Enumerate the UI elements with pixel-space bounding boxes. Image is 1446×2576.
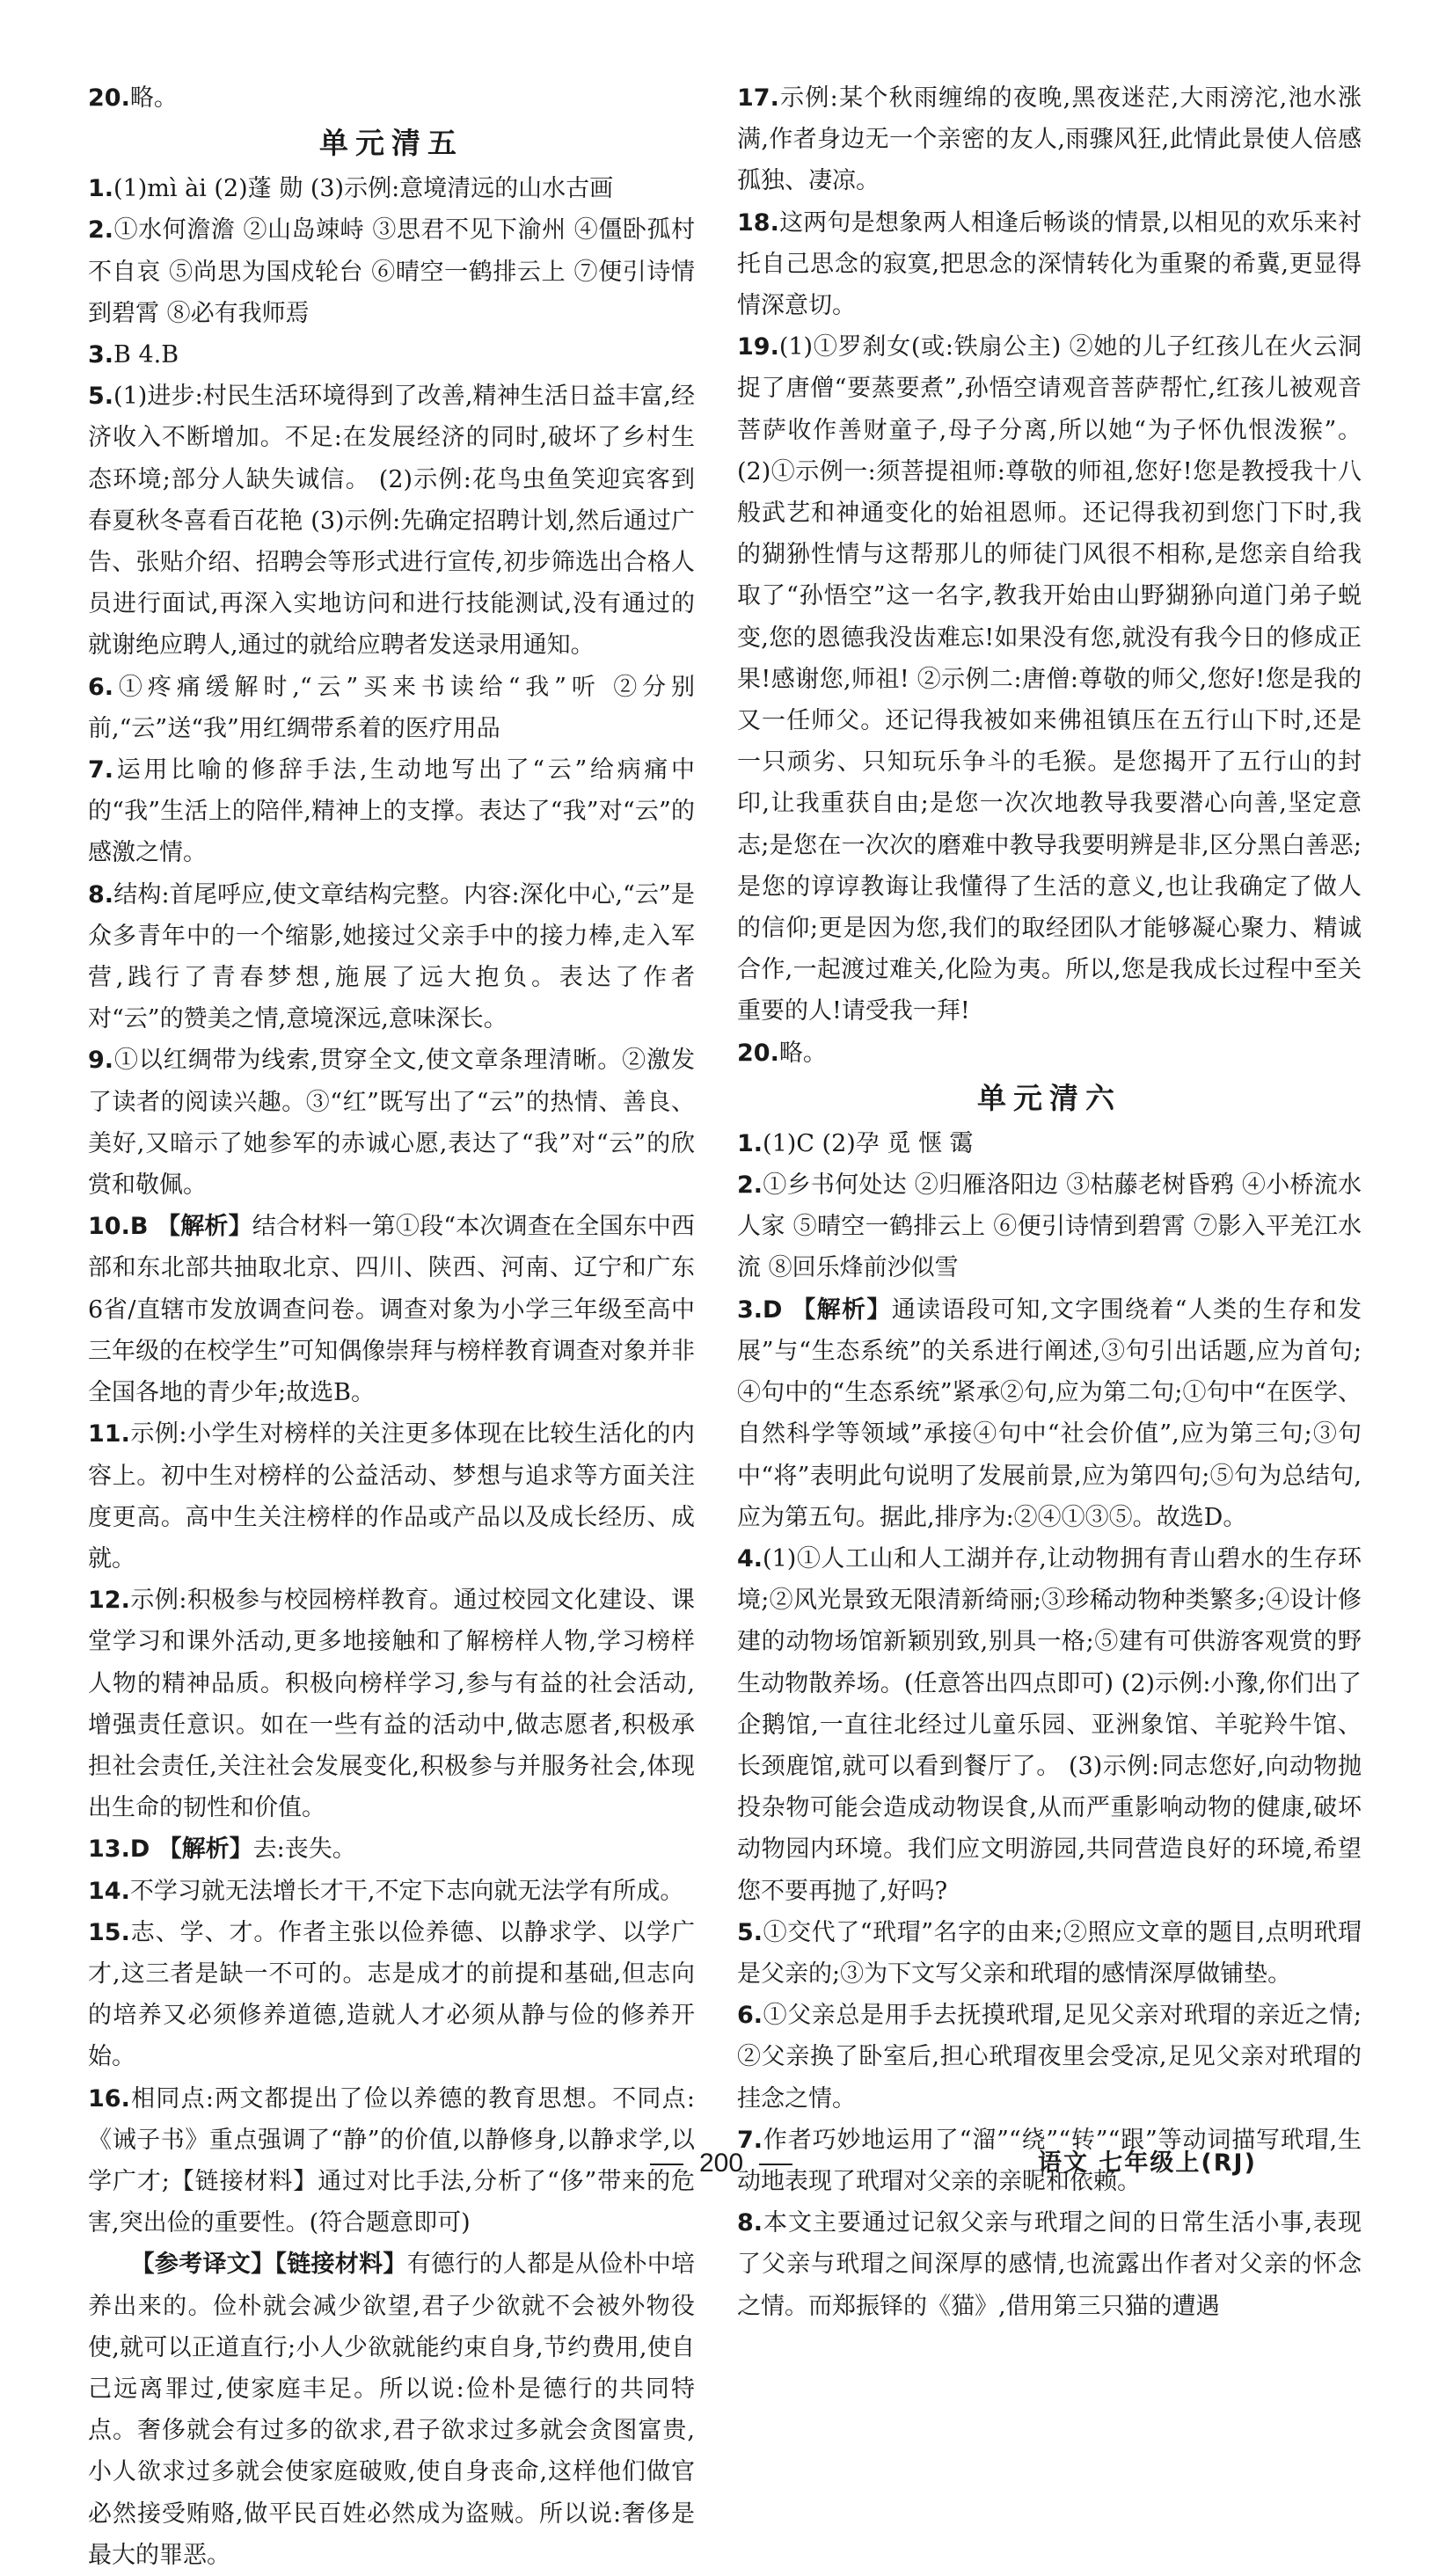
answer-17: 17.示例:某个秋雨缠绵的夜晚,黑夜迷茫,大雨滂沱,池水涨满,作者身边无一个亲密的友人,雨骤风狂,此情此景使人倍感孤独、凄凉。 bbox=[737, 84, 1362, 195]
unit6-answer-2: 2.①乡书何处达 ②归雁洛阳边 ③枯藤老树昏鸦 ④小桥流水人家 ⑤晴空一鹤排云上 ⑥便引诗情到碧霄 ⑦影入平羌江水流 ⑧回乐烽前沙似雪 bbox=[737, 1171, 1362, 1282]
unit6-answer-6: 6.①父亲总是用手去抚摸玳瑁,足见父亲对玳瑁的亲近之情;②父亲换了卧室后,担心玳瑁夜里会受凉,足见父亲对玳瑁的挂念之情。 bbox=[737, 2002, 1362, 2113]
reference-translation: 【参考译文】【链接材料】有德行的人都是从俭朴中培养出来的。俭朴就会减少欲望,君子少欲就不会被外物役使,就可以正道直行;小人少欲就能约束自身,节约费用,使自己远离罪过,使家庭丰足。所以说:俭朴是德行的共同特点。奢侈就会有过多的欲求,君子欲求过多就会贪图富贵,小人欲求过多就会使家庭破败,使自身丧命,这样他们做官必然接受贿赂,做平民百姓必然成为盗贼。所以说:奢侈是最大的罪恶。 bbox=[88, 2251, 696, 2569]
answer-11: 11.示例:小学生对榜样的关注更多体现在比较生活化的内容上。初中生对榜样的公益活动、梦想与追求等方面关注度更高。高中生关注榜样的作品或产品以及成长经历、成就。 bbox=[88, 1420, 695, 1573]
right-column bbox=[737, 77, 1362, 2327]
answer-7: 7.运用比喻的修辞手法,生动地写出了“云”给病痛中的“我”生活上的陪伴,精神上的支撑。表达了“我”对“云”的感激之情。 bbox=[88, 756, 695, 867]
answer-12: 12.示例:积极参与校园榜样教育。通过校园文化建设、课堂学习和课外活动,更多地接触和了解榜样人物,学习榜样人物的精神品质。积极向榜样学习,参与有益的社会活动,增强责任意识。如在一些有益的活动中,做志愿者,积极承担社会责任,关注社会发展变化,积极参与并服务社会,体现出生命的韧性和价值。 bbox=[88, 1587, 695, 1822]
answer-16: 16.相同点:两文都提出了俭以养德的教育思想。不同点:《诫子书》重点强调了“静”的价值,以静修身,以静求学,以学广才;【链接材料】通过对比手法,分析了“侈”带来的危害,突出俭的重要性。(符合题意即可) bbox=[88, 2084, 695, 2237]
answer-9: 9.①以红绸带为线索,贯穿全文,使文章条理清晰。②激发了读者的阅读兴趣。③“红”既写出了“云”的热情、善良、美好,又暗示了她参军的赤诚心愿,表达了“我”对“云”的欣赏和敬佩。 bbox=[88, 1047, 695, 1200]
subject-grade-label: 语文 七年级上(RJ) bbox=[1038, 2149, 1257, 2177]
answer-15: 15.志、学、才。作者主张以俭养德、以静求学、以学广才,这三者是缺一不可的。志是成才的前提和基础,但志向的培养又必须修养道德,造就人才必须从静与俭的修养开始。 bbox=[88, 1918, 695, 2071]
answer-10: 10.B 【解析】结合材料一第①段“本次调查在全国东中西部和东北部共抽取北京、四川、陕西、河南、辽宁和广东6省/直辖市发放调查问卷。调查对象为小学三年级至高中三年级的在校学生”可知偶像崇拜与榜样教育调查对象并非全国各地的青少年;故选B。 bbox=[88, 1213, 695, 1407]
answer-8: 8.结构:首尾呼应,使文章结构完整。内容:深化中心,“云”是众多青年中的一个缩影,她接过父亲手中的接力棒,走入军营,践行了青春梦想,施展了远大抱负。表达了作者对“云”的赞美之情,意境深远,意味深长。 bbox=[88, 880, 695, 1033]
unit6-answer-4: 4.(1)①人工山和人工湖并存,让动物拥有青山碧水的生存环境;②风光景致无限清新绮丽;③珍稀动物种类繁多;④设计修建的动物场馆新颖别致,别具一格;⑤建有可供游客观赏的野生动物散养场。(任意答出四点即可) (2)示例:小豫,你们出了企鹅馆,一直往北经过儿童乐园、亚洲象馆、羊驼羚牛馆、长颈鹿馆,就可以看到餐厅了。 (3)示例:同志您好,向动物抛投杂物可能会造成动物误食,从而严重影响动物的健康,破坏动物园内环境。我们应文明游园,共同营造良好的环境,希望您不要再抛了,好吗? bbox=[737, 1544, 1362, 1905]
answer-3-4: 3.B 4.B bbox=[88, 341, 179, 369]
answer-1: 1.(1)mì ài (2)蓬 勋 (3)示例:意境清远的山水古画 bbox=[88, 175, 614, 203]
unit6-answer-1: 1.(1)C (2)孕 觅 惬 霭 bbox=[737, 1129, 974, 1157]
answer-6: 6.①疼痛缓解时,“云”买来书读给“我”听 ②分别前,“云”送“我”用红绸带系着的医疗用品 bbox=[88, 673, 695, 742]
answer-20: 20.略。 bbox=[88, 84, 178, 112]
page-footer bbox=[0, 2146, 1446, 2181]
unit6-answer-8: 8.本文主要通过记叙父亲与玳瑁之间的日常生活小事,表现了父亲与玳瑁之间深厚的感情,也流露出作者对父亲的怀念之情。而郑振铎的《猫》,借用第三只猫的遭遇 bbox=[737, 2209, 1362, 2320]
answer-2: 2.①水何澹澹 ②山岛竦峙 ③思君不见下渝州 ④僵卧孤村不自哀 ⑤尚思为国戍轮台 ⑥晴空一鹤排云上 ⑦便引诗情到碧霄 ⑧必有我师焉 bbox=[88, 216, 695, 327]
dash-left bbox=[650, 2164, 683, 2165]
answer-13: 13.D 【解析】去:丧失。 bbox=[88, 1835, 356, 1864]
section-title-unit6: 单元清六 bbox=[977, 1080, 1121, 1115]
answer-20b: 20.略。 bbox=[737, 1039, 827, 1067]
answer-19: 19.(1)①罗刹女(或:铁扇公主) ②她的儿子红孩儿在火云洞捉了唐僧“要蒸要煮”,孙悟空请观音菩萨帮忙,红孩儿被观音菩萨收作善财童子,母子分离,所以她“为子怀仇恨泼猴”。 (2)①示例一:须菩提祖师:尊敬的师祖,您好!您是教授我十八般武艺和神通变化的始祖恩师。还记得我初到您门下时,我的猢狲性情与这帮那儿的师徒门风很不相称,是您亲自给我取了“孙悟空”这一名字,教我开始由山野猢狲向道门弟子蜕变,您的恩德我没齿难忘!如果没有您,就没有我今日的修成正果!感谢您,师祖! ②示例二:唐僧:尊敬的师父,您好!您是我的又一任师父。还记得我被如来佛祖镇压在五行山下时,还是一只顽劣、只知玩乐争斗的毛猴。是您揭开了五行山的封印,让我重获自由;是您一次次地教导我要潜心向善,坚定意志;是您在一次次的磨难中教导我要明辨是非,区分黑白善恶;是您的谆谆教诲让我懂得了生活的意义,也让我确定了做人的信仰;更是因为您,我们的取经团队才能够凝心聚力、精诚合作,一起渡过难关,化险为夷。所以,您是我成长过程中至关重要的人!请受我一拜! bbox=[737, 333, 1362, 1025]
dash-right bbox=[759, 2164, 792, 2165]
unit6-answer-7: 7.作者巧妙地运用了“溜”“绕”“转”“跟”等动词描写玳瑁,生动地表现了玳瑁对父亲的亲昵和依赖。 bbox=[737, 2126, 1362, 2195]
answer-5: 5.(1)进步:村民生活环境得到了改善,精神生活日益丰富,经济收入不断增加。不足:在发展经济的同时,破坏了乡村生态环境;部分人缺失诚信。 (2)示例:花鸟虫鱼笑迎宾客到 春夏秋冬喜看百花艳 (3)示例:先确定招聘计划,然后通过广告、张贴介绍、招聘会等形式进行宣传,初步筛选出合格人员进行面试,再深入实地访问和进行技能测试,没有通过的就谢绝应聘人,通过的就给应聘者发送录用通知。 bbox=[88, 383, 695, 660]
answer-18: 18.这两句是想象两人相逢后畅谈的情景,以相见的欢乐来衬托自己思念的寂寞,把思念的深情转化为重聚的希冀,更显得情深意切。 bbox=[737, 208, 1362, 320]
unit6-answer-3: 3.D 【解析】通读语段可知,文字围绕着“人类的生存和发展”与“生态系统”的关系进行阐述,③句引出话题,应为首句;④句中的“生态系统”紧承②句,应为第二句;①句中“在医学、自然科学等领域”承接④句中“社会价值”,应为第三句;③句中“将”表明此句说明了发展前景,应为第四句;⑤句为总结句,应为第五句。据此,排序为:②④①③⑤。故选D。 bbox=[737, 1295, 1362, 1531]
page-number: 200 bbox=[616, 2146, 827, 2181]
section-title-unit5: 单元清五 bbox=[319, 126, 464, 161]
answer-14: 14.不学习就无法增长才干,不定下志向就无法学有所成。 bbox=[88, 1877, 684, 1905]
unit6-answer-5: 5.①交代了“玳瑁”名字的由来;②照应文章的题目,点明玳瑁是父亲的;③为下文写父亲和玳瑁的感情深厚做铺垫。 bbox=[737, 1918, 1362, 1988]
